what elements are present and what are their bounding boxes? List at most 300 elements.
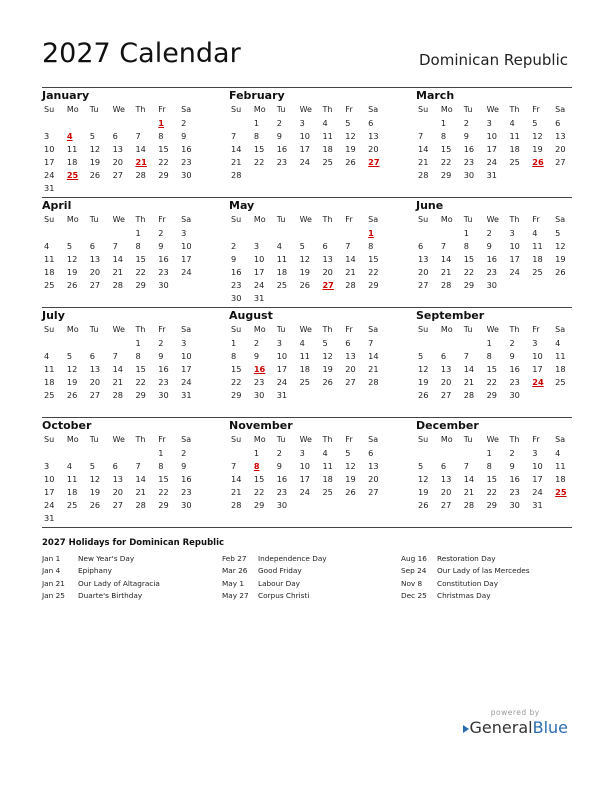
weekday-label: Tu <box>463 215 473 224</box>
day-cell: 5 <box>555 228 561 238</box>
day-cell: 20 <box>112 487 123 497</box>
holiday-day-cell: 27 <box>322 280 334 290</box>
day-cell: 3 <box>44 461 50 471</box>
day-cell: 23 <box>463 157 475 167</box>
weekday-label: Tu <box>276 435 286 444</box>
empty-day <box>88 227 111 240</box>
day-cell: 26 <box>418 390 429 400</box>
day-cell: 11 <box>299 351 310 361</box>
day-cell: 31 <box>276 390 288 400</box>
holiday-name: Our Lady of las Mercedes <box>437 566 530 576</box>
empty-day <box>65 447 88 460</box>
day-cell: 3 <box>276 338 282 348</box>
day-cell: 9 <box>486 241 492 251</box>
day-cell: 29 <box>253 500 265 510</box>
holiday-day-cell: 1 <box>158 118 164 128</box>
holiday-date: Dec 25 <box>401 590 427 600</box>
day-cell: 11 <box>44 254 55 264</box>
week-row <box>42 473 202 486</box>
day-cell: 24 <box>253 280 265 290</box>
day-cell: 6 <box>418 241 424 251</box>
day-cell: 16 <box>463 144 475 154</box>
day-cell: 21 <box>440 267 452 277</box>
day-cell: 2 <box>509 338 515 348</box>
day-cell: 20 <box>322 267 333 277</box>
day-cell: 12 <box>532 131 543 141</box>
week-row <box>229 279 389 292</box>
empty-day <box>553 499 576 512</box>
day-cell: 6 <box>89 241 95 251</box>
weekday-label: Sa <box>555 105 566 114</box>
week-row <box>229 169 389 182</box>
day-cell: 22 <box>486 487 497 497</box>
holiday-item <box>401 565 530 577</box>
day-cell: 10 <box>299 131 310 141</box>
day-cell: 30 <box>253 390 265 400</box>
day-cell: 14 <box>135 474 146 484</box>
month-name: September <box>416 309 485 322</box>
weekday-label: We <box>112 325 125 334</box>
empty-day <box>111 227 134 240</box>
month-may <box>229 198 389 305</box>
day-cell: 11 <box>555 351 566 361</box>
weekday-label: Su <box>44 435 55 444</box>
empty-day <box>65 512 88 525</box>
week-row <box>42 512 202 525</box>
month-name: November <box>229 419 293 432</box>
day-cell: 26 <box>322 377 333 387</box>
holiday-column <box>42 553 160 602</box>
day-cell: 22 <box>135 267 146 277</box>
week-row <box>229 473 389 486</box>
day-cell: 13 <box>112 474 123 484</box>
day-cell: 15 <box>486 364 497 374</box>
weekday-label: We <box>112 105 125 114</box>
day-cell: 28 <box>463 500 475 510</box>
day-cell: 22 <box>231 377 242 387</box>
week-row <box>416 486 576 499</box>
week-row <box>416 253 576 266</box>
weekday-header <box>229 103 389 117</box>
holiday-date: May 27 <box>222 590 249 600</box>
weekday-label: Su <box>231 435 242 444</box>
month-october <box>42 418 202 525</box>
month-name: May <box>229 199 255 212</box>
weekday-label: We <box>486 215 499 224</box>
weekday-label: Tu <box>463 325 473 334</box>
weekday-header <box>229 433 389 447</box>
week-row <box>416 460 576 473</box>
day-cell: 6 <box>555 118 561 128</box>
day-cell: 9 <box>253 351 260 361</box>
weekday-label: We <box>299 435 312 444</box>
day-cell: 29 <box>231 390 242 400</box>
day-cell: 30 <box>276 500 288 510</box>
empty-day <box>229 117 252 130</box>
day-cell: 15 <box>253 144 265 154</box>
month-name: February <box>229 89 285 102</box>
day-cell: 19 <box>66 267 78 277</box>
empty-day <box>42 117 65 130</box>
weekday-label: Sa <box>181 325 192 334</box>
day-cell: 3 <box>532 448 538 458</box>
day-cell: 25 <box>276 280 288 290</box>
weekday-label: Fr <box>158 215 166 224</box>
weekday-label: Mo <box>253 325 266 334</box>
day-cell: 4 <box>509 118 515 128</box>
day-cell: 27 <box>440 390 452 400</box>
day-cell: 29 <box>486 390 497 400</box>
day-cell: 21 <box>368 364 379 374</box>
day-cell: 3 <box>181 338 187 348</box>
day-cell: 31 <box>532 500 543 510</box>
day-cell: 8 <box>135 351 141 361</box>
day-cell: 20 <box>555 144 566 154</box>
day-cell: 24 <box>532 487 543 497</box>
day-cell: 19 <box>89 157 101 167</box>
day-cell: 2 <box>276 448 282 458</box>
day-cell: 28 <box>368 377 379 387</box>
day-cell: 18 <box>322 144 333 154</box>
day-cell: 9 <box>181 131 187 141</box>
day-cell: 29 <box>135 390 146 400</box>
weekday-label: Fr <box>532 105 540 114</box>
holiday-day-cell: 16 <box>253 364 266 374</box>
holiday-name: Constitution Day <box>437 578 499 588</box>
weekday-label: Tu <box>89 435 99 444</box>
day-cell: 9 <box>463 131 469 141</box>
day-cell: 12 <box>555 241 566 251</box>
day-cell: 27 <box>89 280 101 290</box>
day-cell: 30 <box>181 500 192 510</box>
month-name: June <box>416 199 444 212</box>
day-cell: 8 <box>368 241 374 251</box>
day-cell: 26 <box>66 390 78 400</box>
day-cell: 27 <box>112 500 123 510</box>
weekday-label: Sa <box>555 325 566 334</box>
empty-day <box>133 117 156 130</box>
logo-general: General <box>469 718 533 737</box>
day-cell: 17 <box>276 364 288 374</box>
weekday-label: Mo <box>66 215 79 224</box>
day-cell: 17 <box>532 474 543 484</box>
month-december <box>416 418 576 512</box>
weekday-label: Sa <box>181 215 192 224</box>
day-cell: 15 <box>231 364 242 374</box>
day-cell: 23 <box>181 157 192 167</box>
empty-day <box>65 227 88 240</box>
day-cell: 4 <box>555 448 561 458</box>
day-cell: 11 <box>532 241 543 251</box>
day-cell: 17 <box>532 364 543 374</box>
day-cell: 25 <box>66 500 78 510</box>
day-cell: 20 <box>89 267 101 277</box>
day-cell: 27 <box>418 280 429 290</box>
day-cell: 30 <box>486 280 497 290</box>
day-cell: 5 <box>89 131 95 141</box>
day-cell: 29 <box>135 280 146 290</box>
weekday-label: We <box>112 215 125 224</box>
day-cell: 26 <box>345 157 356 167</box>
empty-day <box>298 169 321 182</box>
week-row <box>416 240 576 253</box>
week-row <box>42 156 202 169</box>
day-cell: 5 <box>345 448 351 458</box>
day-cell: 16 <box>486 254 497 264</box>
day-cell: 20 <box>440 487 452 497</box>
day-cell: 16 <box>509 474 520 484</box>
month-name: December <box>416 419 479 432</box>
day-cell: 21 <box>463 377 475 387</box>
weekday-label: Tu <box>463 435 473 444</box>
day-cell: 22 <box>135 377 146 387</box>
day-cell: 6 <box>440 351 447 361</box>
calendar-row <box>42 307 572 417</box>
weekday-label: Mo <box>440 105 453 114</box>
weekday-label: Tu <box>276 325 286 334</box>
day-cell: 28 <box>418 170 429 180</box>
day-cell: 4 <box>322 448 328 458</box>
weekday-label: Mo <box>66 325 79 334</box>
day-cell: 3 <box>44 131 50 141</box>
day-cell: 2 <box>253 338 260 348</box>
day-cell: 23 <box>509 487 520 497</box>
day-cell: 9 <box>276 461 282 471</box>
day-cell: 19 <box>89 487 101 497</box>
day-cell: 24 <box>299 487 310 497</box>
day-cell: 8 <box>486 351 492 361</box>
day-cell: 9 <box>158 351 164 361</box>
weekday-label: Tu <box>89 325 99 334</box>
day-cell: 15 <box>135 254 146 264</box>
empty-day <box>65 117 88 130</box>
day-cell: 11 <box>509 131 520 141</box>
weekday-label: Fr <box>158 325 166 334</box>
empty-day <box>530 169 553 182</box>
month-name: April <box>42 199 72 212</box>
day-cell: 5 <box>418 351 424 361</box>
logo-triangle-icon <box>463 725 469 733</box>
weekday-label: Th <box>509 105 520 114</box>
day-cell: 2 <box>463 118 469 128</box>
holiday-name: Our Lady of Altagracia <box>78 578 160 588</box>
day-cell: 23 <box>276 487 288 497</box>
day-cell: 17 <box>44 487 55 497</box>
day-cell: 24 <box>486 157 497 167</box>
day-cell: 23 <box>486 267 497 277</box>
day-cell: 21 <box>135 487 146 497</box>
day-cell: 12 <box>89 474 101 484</box>
holiday-date: May 1 <box>222 578 245 588</box>
holiday-name: Labour Day <box>258 578 300 588</box>
holiday-item <box>401 553 530 565</box>
week-row <box>229 292 389 305</box>
week-row <box>229 156 389 169</box>
day-cell: 2 <box>509 448 515 458</box>
day-cell: 7 <box>418 131 424 141</box>
day-cell: 8 <box>158 461 164 471</box>
calendar-row <box>42 417 572 527</box>
empty-day <box>88 512 111 525</box>
empty-day <box>553 279 576 292</box>
month-name: January <box>42 89 90 102</box>
day-cell: 26 <box>89 170 101 180</box>
week-row <box>416 499 576 512</box>
holiday-item <box>222 565 327 577</box>
weekday-label: Sa <box>368 215 379 224</box>
holiday-name: Duarte's Birthday <box>78 590 143 600</box>
day-cell: 18 <box>299 364 310 374</box>
day-cell: 7 <box>463 461 469 471</box>
day-cell: 9 <box>276 131 282 141</box>
day-cell: 31 <box>486 170 497 180</box>
week-row <box>416 266 576 279</box>
empty-day <box>416 117 439 130</box>
day-cell: 12 <box>345 461 356 471</box>
day-cell: 20 <box>368 144 379 154</box>
day-cell: 22 <box>440 157 452 167</box>
month-march <box>416 88 576 182</box>
day-cell: 25 <box>322 487 333 497</box>
day-cell: 1 <box>486 448 492 458</box>
empty-day <box>133 182 156 195</box>
day-cell: 25 <box>532 267 543 277</box>
week-row <box>416 130 576 143</box>
day-cell: 1 <box>135 338 141 348</box>
day-cell: 5 <box>89 461 95 471</box>
day-cell: 19 <box>532 144 543 154</box>
week-row <box>229 117 389 130</box>
day-cell: 6 <box>440 461 447 471</box>
day-cell: 14 <box>463 364 475 374</box>
day-cell: 19 <box>418 377 429 387</box>
weekday-label: Tu <box>463 105 473 114</box>
weekday-label: Fr <box>532 215 540 224</box>
day-cell: 27 <box>345 377 356 387</box>
empty-day <box>275 169 298 182</box>
holiday-item <box>42 565 160 577</box>
week-row <box>229 143 389 156</box>
empty-day <box>416 337 439 350</box>
weekday-label: Su <box>44 215 55 224</box>
day-cell: 1 <box>253 118 260 128</box>
day-cell: 13 <box>322 254 333 264</box>
day-cell: 19 <box>345 144 356 154</box>
holiday-day-cell: 26 <box>532 157 544 167</box>
day-cell: 24 <box>299 157 310 167</box>
day-cell: 13 <box>555 131 566 141</box>
day-cell: 22 <box>368 267 379 277</box>
day-cell: 15 <box>158 474 169 484</box>
day-cell: 3 <box>181 228 187 238</box>
day-cell: 5 <box>66 351 73 361</box>
day-cell: 10 <box>532 351 543 361</box>
day-cell: 19 <box>345 474 356 484</box>
day-cell: 3 <box>486 118 492 128</box>
empty-day <box>275 292 298 305</box>
powered-by-text: powered by <box>490 708 540 717</box>
day-cell: 17 <box>486 144 497 154</box>
logo-wordmark <box>463 718 568 737</box>
holiday-date: Jan 25 <box>42 590 65 600</box>
weekday-label: Su <box>231 215 242 224</box>
day-cell: 18 <box>66 487 78 497</box>
empty-day <box>111 182 134 195</box>
day-cell: 16 <box>276 474 288 484</box>
day-cell: 14 <box>368 351 379 361</box>
day-cell: 19 <box>299 267 310 277</box>
day-cell: 7 <box>231 461 237 471</box>
month-july <box>42 308 202 402</box>
empty-day <box>553 389 576 402</box>
day-cell: 5 <box>345 118 351 128</box>
day-cell: 8 <box>486 461 492 471</box>
weekday-label: We <box>486 435 499 444</box>
logo-blue: Blue <box>532 718 568 737</box>
weekday-label: Th <box>322 435 333 444</box>
day-cell: 5 <box>299 241 305 251</box>
week-row <box>42 460 202 473</box>
holiday-item <box>401 578 530 590</box>
weekday-label: Mo <box>440 435 453 444</box>
day-cell: 21 <box>345 267 356 277</box>
day-cell: 23 <box>158 267 169 277</box>
day-cell: 15 <box>440 144 452 154</box>
day-cell: 17 <box>44 157 55 167</box>
month-june <box>416 198 576 292</box>
day-cell: 10 <box>509 241 520 251</box>
holiday-day-cell: 27 <box>368 157 380 167</box>
day-cell: 15 <box>253 474 265 484</box>
day-cell: 24 <box>44 500 55 510</box>
weekday-label: Mo <box>253 435 266 444</box>
weekday-label: We <box>486 105 499 114</box>
day-cell: 12 <box>345 131 356 141</box>
day-cell: 22 <box>253 487 265 497</box>
day-cell: 28 <box>440 280 452 290</box>
empty-day <box>298 389 321 402</box>
generalblue-logo[interactable] <box>463 708 568 737</box>
weekday-label: We <box>112 435 125 444</box>
day-cell: 11 <box>66 144 78 154</box>
day-cell: 19 <box>66 377 78 387</box>
day-cell: 15 <box>486 474 497 484</box>
holiday-column <box>222 553 327 602</box>
weekday-label: Th <box>135 215 146 224</box>
day-cell: 28 <box>112 390 123 400</box>
day-cell: 31 <box>44 513 55 523</box>
empty-day <box>530 389 553 402</box>
empty-day <box>111 117 134 130</box>
week-row <box>229 130 389 143</box>
empty-day <box>343 292 366 305</box>
day-cell: 9 <box>509 461 515 471</box>
weekday-label: Fr <box>158 435 166 444</box>
holiday-day-cell: 25 <box>555 487 567 497</box>
empty-day <box>366 169 389 182</box>
day-cell: 16 <box>509 364 520 374</box>
day-cell: 4 <box>532 228 538 238</box>
week-row <box>42 337 202 350</box>
weekday-label: Sa <box>368 325 379 334</box>
day-cell: 1 <box>158 448 164 458</box>
day-cell: 4 <box>44 241 50 251</box>
day-cell: 14 <box>231 144 242 154</box>
day-cell: 26 <box>89 500 101 510</box>
day-cell: 17 <box>181 364 192 374</box>
day-cell: 28 <box>463 390 475 400</box>
day-cell: 7 <box>440 241 447 251</box>
